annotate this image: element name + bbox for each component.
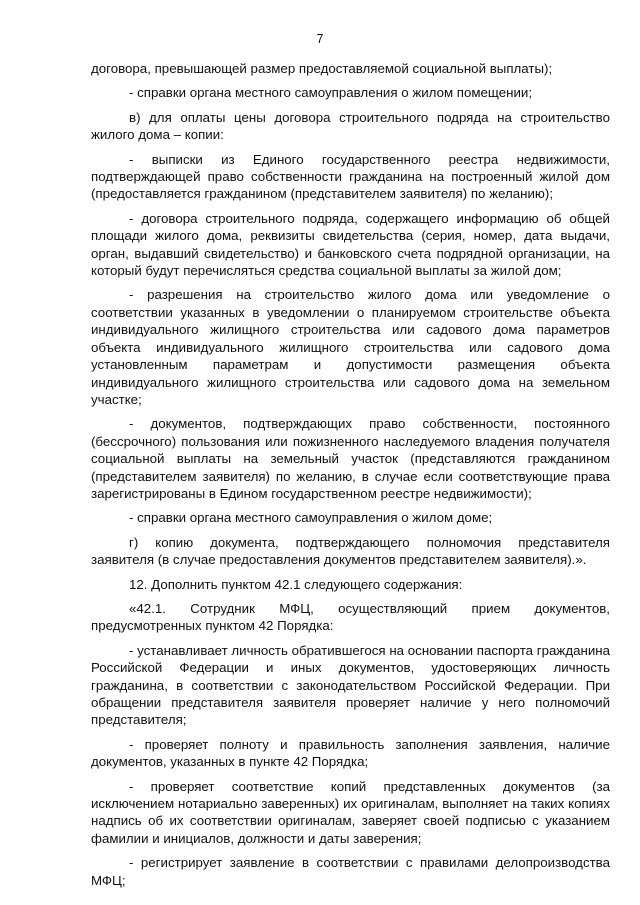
paragraph-15: - регистрирует заявление в соответствии с правилами делопроизводства МФЦ; xyxy=(91,855,610,888)
paragraph-7: - документов, подтверждающих право собственности, постоянного (бессрочного) пользования или пожизненного наследуемого владения получателя социальной выплаты на земельный участок (представляются гражданином (представителем заявителя) по желанию, в случае если соответствующие права зарегистрированы в Едином государственном реестре недвижимости); xyxy=(91,416,610,501)
page-number: 7 xyxy=(316,32,324,46)
paragraph-11: «42.1. Сотрудник МФЦ, осуществляющий прием документов, предусмотренных пунктом 42 Порядка: xyxy=(91,600,610,634)
paragraph-13: - проверяет полноту и правильность заполнения заявления, наличие документов, указанных в пункте 42 Порядка; xyxy=(91,736,610,770)
paragraph-10: 12. Дополнить пунктом 42.1 следующего содержания: xyxy=(129,576,463,592)
paragraph-6: - разрешения на строительство жилого дома или уведомление о соответствии указанных в уведомлении о планируемом строительстве объекта индивидуального жилищного строительства или садового дома параметров объекта индивидуального жилищного строительства или садового дома установленным параметрам и допустимости размещения объекта индивидуального жилищного строительства или садового дома на земельном участке; xyxy=(91,287,610,407)
paragraph-12: - устанавливает личность обратившегося на основании паспорта гражданина Российской Федерации и иных документов, удостоверяющих личность гражданина, в соответствии с законодательством Российской Федерации. При обращении представителя заявителя проверяет наличие у него полномочий представителя; xyxy=(91,642,610,728)
paragraph-5: - договора строительного подряда, содержащего информацию об общей площади жилого дома, реквизиты свидетельства (серия, номер, дата выдачи, орган, выдавший свидетельство) и банковского счета подрядной организации, на который будут перечисляться средства социальной выплаты за жилой дом; xyxy=(91,210,610,279)
paragraph-14: - проверяет соответствие копий представленных документов (за исключением нотариально заверенных) их оригиналам, выполняет на таких копиях надпись об их соответствии оригиналам, заверяет своей подписью с указанием фамилии и инициалов, должности и даты заверения; xyxy=(91,778,610,846)
paragraph-2: - справки органа местного самоуправления о жилом помещении; xyxy=(129,85,533,101)
document-body xyxy=(91,60,610,896)
paragraph-3: в) для оплаты цены договора строительного подряда на строительство жилого дома – копии: xyxy=(91,109,610,143)
paragraph-4: - выписки из Единого государственного реестра недвижимости, подтверждающей право собственности гражданина на построенный жилой дом (предоставляется гражданином (представителем заявителя) по желанию); xyxy=(91,151,610,202)
paragraph-1: договора, превышающей размер предоставляемой социальной выплаты); xyxy=(91,61,553,76)
paragraph-9: г) копию документа, подтверждающего полномочия представителя заявителя (в случае предоставления документов представителем заявителя).». xyxy=(91,534,610,568)
paragraph-8: - справки органа местного самоуправления о жилом доме; xyxy=(129,510,493,526)
